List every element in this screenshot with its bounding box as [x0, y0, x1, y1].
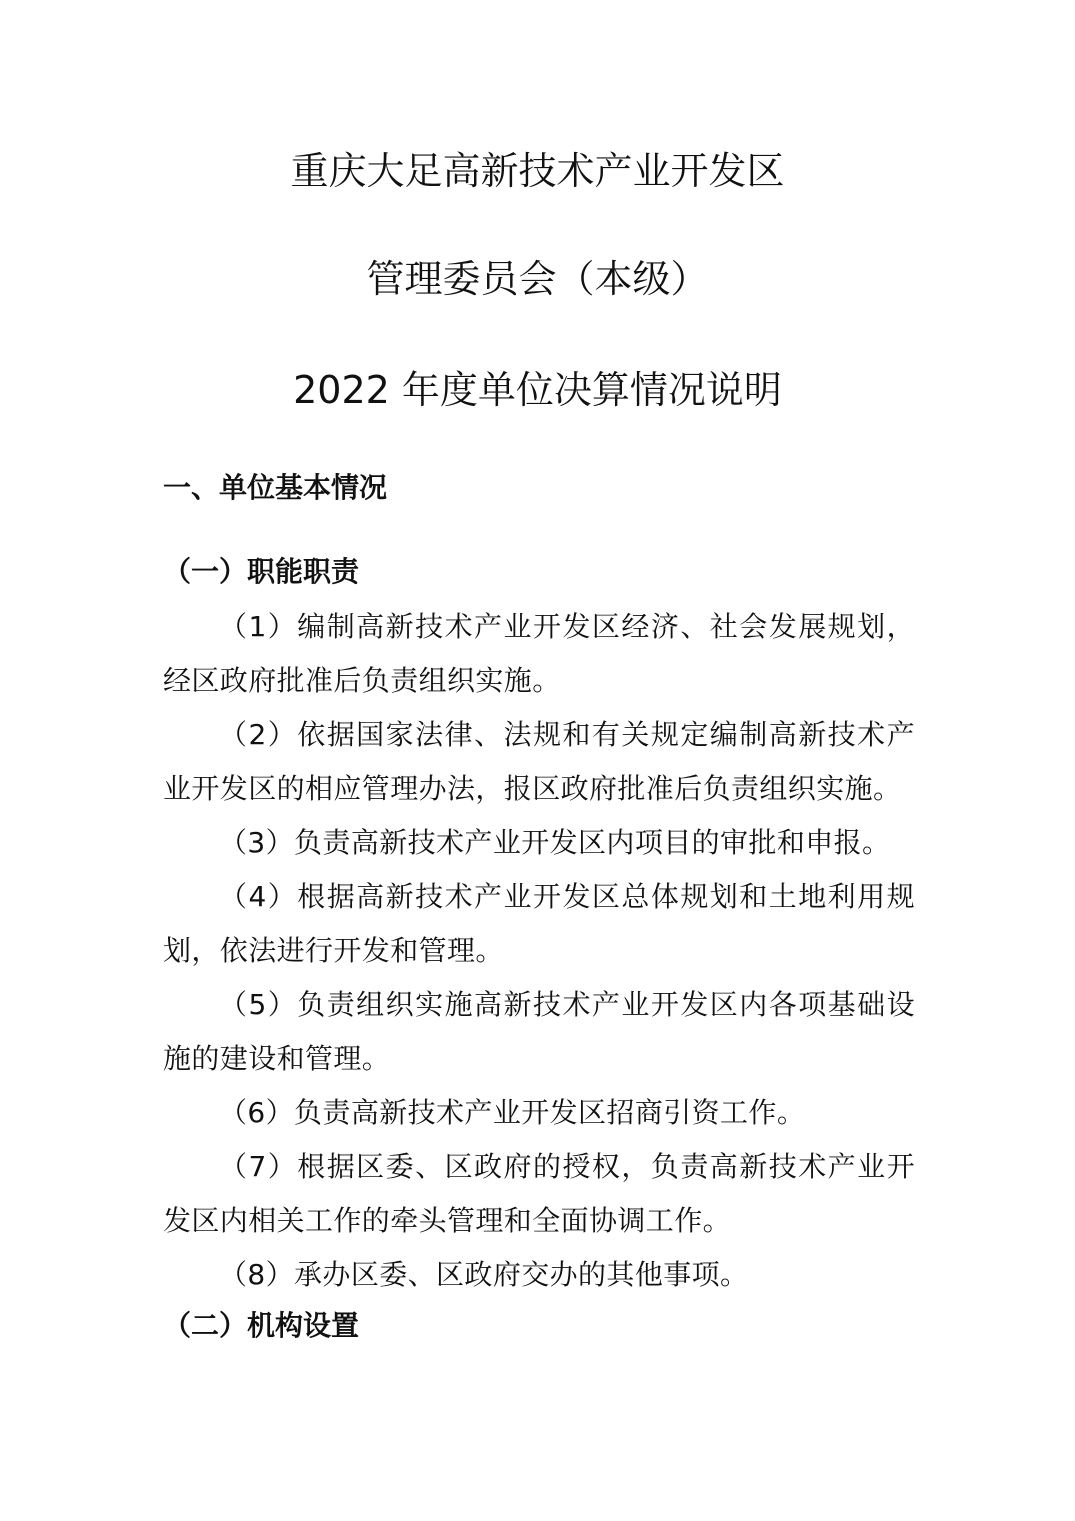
function-item-6 — [163, 1086, 915, 1140]
section-heading-basic-info: 一、单位基本情况 — [163, 471, 388, 504]
function-item-7 — [163, 1140, 915, 1248]
document-title-line-2: 管理委员会（本级） — [366, 257, 709, 301]
function-item-text: （2）依据国家法律、法规和有关规定编制高新技术产业开发区的相应管理办法，报区政府批准后负责组织实施。 — [163, 718, 915, 805]
function-item-text: （4）根据高新技术产业开发区总体规划和土地利用规划，依法进行开发和管理。 — [163, 880, 915, 967]
subsection-heading-organization: （二）机构设置 — [163, 1309, 360, 1342]
function-item-text: （1）编制高新技术产业开发区经济、社会发展规划，经区政府批准后负责组织实施。 — [163, 610, 915, 697]
function-item-8 — [163, 1248, 915, 1302]
subsection-heading-functions: （一）职能职责 — [163, 555, 360, 588]
document-title-line-1: 重庆大足高新技术产业开发区 — [290, 149, 785, 193]
function-item-text: （6）负责高新技术产业开发区招商引资工作。 — [219, 1096, 806, 1129]
function-item-text: （8）承办区委、区政府交办的其他事项。 — [219, 1258, 749, 1291]
function-item-text: （3）负责高新技术产业开发区内项目的审批和申报。 — [219, 826, 891, 859]
function-item-3 — [163, 816, 915, 870]
function-item-5 — [163, 978, 915, 1086]
document-title-line-3: 2022 年度单位决算情况说明 — [293, 368, 782, 412]
function-item-text: （7）根据区委、区政府的授权，负责高新技术产业开发区内相关工作的牵头管理和全面协调工作。 — [163, 1150, 915, 1237]
function-item-2 — [163, 708, 915, 816]
function-item-4 — [163, 870, 915, 978]
function-item-text: （5）负责组织实施高新技术产业开发区内各项基础设施的建设和管理。 — [163, 988, 915, 1075]
function-item-1 — [163, 600, 915, 708]
